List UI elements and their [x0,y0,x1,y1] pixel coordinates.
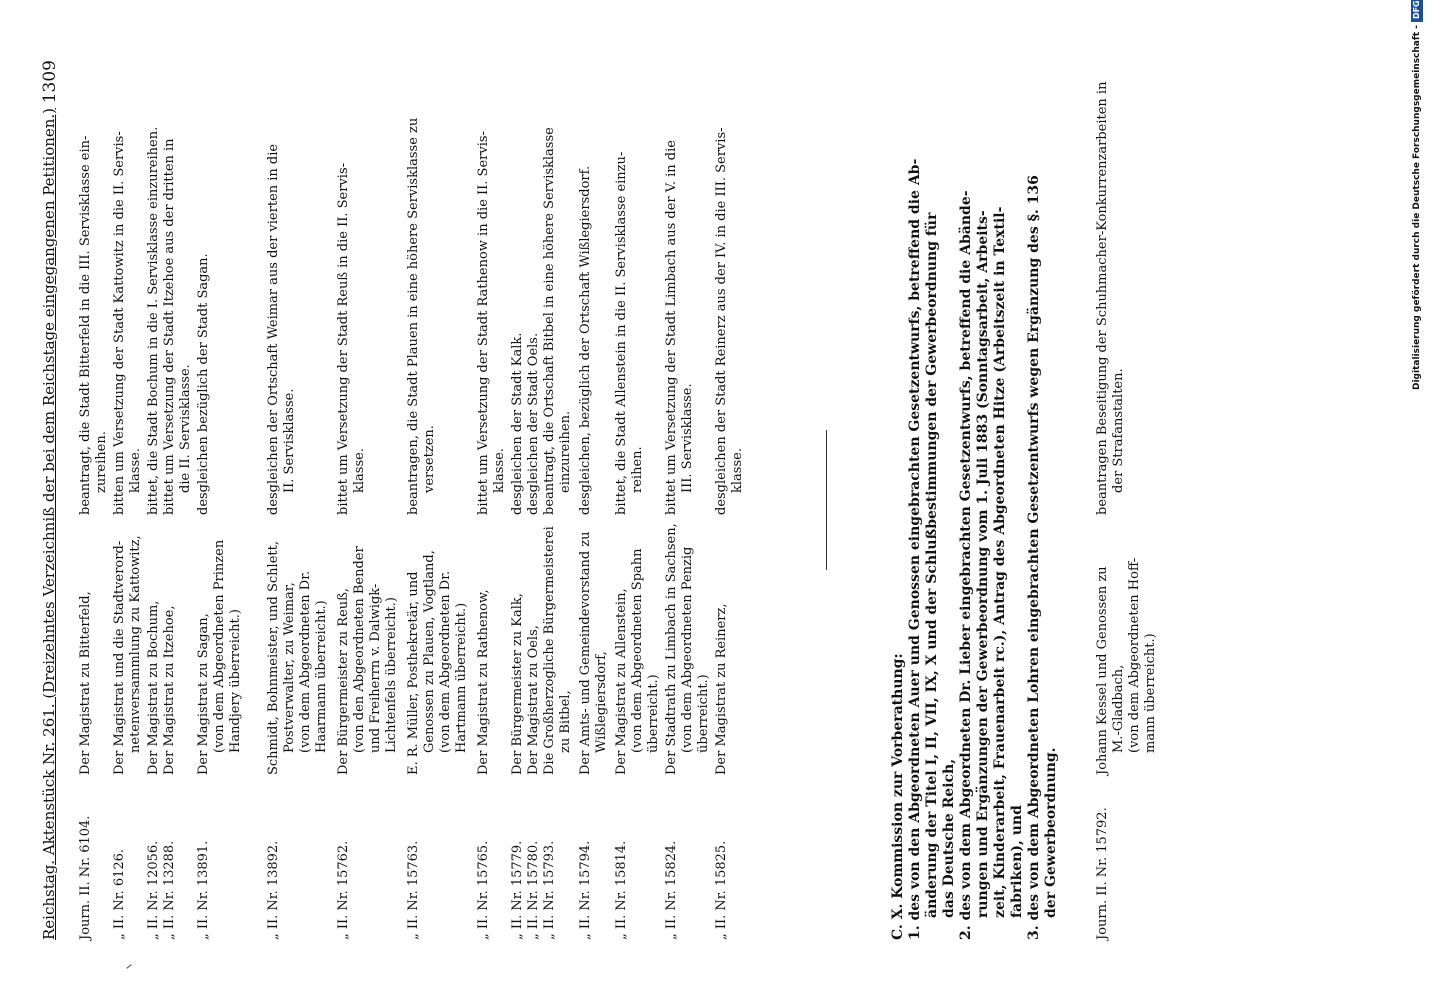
text-line: der Strafanstalten. [1111,368,1126,493]
journal-ref: „ II. Nr. 15814. [614,840,629,940]
text-line: reihen. [630,446,645,493]
text-line: das Deutsche Reich, [941,758,957,918]
text-line: rungen und Ergänzungen der Gewerbeordnung vom 1. Juli 1883 (Sonntagsarbeit, Arbeits- [975,210,991,918]
journal-ref: „ II. Nr. 13892. [266,840,281,940]
text-line: desgleichen bezüglich der Stadt Sagan. [196,253,211,515]
text-line: desgleichen, bezüglich der Ortschaft Wißlegiersdorf. [578,165,593,515]
request [614,55,646,515]
request [78,55,110,515]
petitioner [196,515,244,775]
text-line: 3. des von dem Abgeordneten Lohren eingebrachten Gesetzentwurfs wegen Ergänzung des §. 136 [1026,175,1042,940]
petitioner [714,515,730,775]
text-line: klasse. [730,448,745,493]
text-line: klasse. [492,448,507,493]
text-line: überreicht.) [646,674,661,753]
petitioner [510,515,526,775]
text-line: bittet um Versetzung der Stadt Reuß in die II. Servis- [336,162,351,515]
text-line: (von dem Abgeordneten Dr. [298,570,313,753]
header-title: Reichstag. Aktenstück Nr. 261. (Dreizehntes Verzeichniß der bei dem Reichstage eingegangenen Petitionen.) [40,107,58,940]
request [664,55,696,515]
page-number: 1309 [40,60,60,104]
text-line: die II. Servisklasse. [178,364,193,493]
text-line: Hartmann überreicht.) [454,602,469,753]
text-line: Genossen zu Plauen, Vogtland, [422,550,437,753]
petitioner [614,515,662,775]
text-line: klasse. [128,448,143,493]
journal-ref: „ II. Nr. 15765. [476,840,491,940]
text-line: desgleichen der Stadt Oels. [526,332,541,515]
petitioner [578,515,610,775]
journal-ref: „ II. Nr. 15763. [406,840,421,940]
journal-ref: „ II. Nr. 12056. [146,840,161,940]
text-line: Der Magistrat zu Sagan, [196,613,211,775]
text-line: Lichtenfels überreicht.) [384,597,399,753]
section-c-item [958,60,1026,940]
journal-ref: „ II. Nr. 15780. [526,840,541,940]
text-line: beantragen, die Stadt Plauen in eine höhere Servisklasse zu [406,117,421,515]
journal-ref: „ II. Nr. 13288. [162,840,177,940]
text-line: Der Magistrat zu Rathenow, [476,589,491,775]
text-line: (von dem Abgeordneten Penzig [680,546,695,753]
section-c [890,60,1060,940]
text-line: Der Magistrat zu Bochum, [146,600,161,775]
journal-ref: „ II. Nr. 15825. [714,840,729,940]
petitioner [526,515,542,775]
text-line: zureihen. [94,431,109,493]
text-line: Schmidt, Bohnmeister, und Schlett, [266,541,281,775]
text-line: desgleichen der Stadt Reinerz aus der IV. in die III. Servis- [714,127,729,515]
text-line: 2. des von dem Abgeordneten Dr. Lieber eingebrachten Gesetzentwurfs, betreffend die Abände- [958,190,974,940]
text-line: Der Amts- und Gemeindevorstand zu [578,531,593,775]
text-line: (von den Abgeordneten Bender [352,546,367,753]
request [266,55,298,515]
text-line: zu Bitbel, [558,690,573,753]
text-line: beantragt, die Ortschaft Bitbel in eine höhere Servisklasse [542,127,557,515]
text-line: II. Servisklasse. [282,388,297,493]
text-line: Der Bürgermeister zu Reuß, [336,588,351,775]
text-line: bittet um Versetzung der Stadt Rathenow in die II. Servis- [476,131,491,515]
text-line: Der Magistrat und die Stadtverord- [112,540,127,775]
petitioner [78,515,94,775]
request [196,55,212,515]
text-line: Haarmann überreicht.) [314,600,329,753]
petitioner [664,515,712,775]
text-line: (von dem Abgeordneten Prinzen [212,539,227,753]
journal-ref: „ II. Nr. 13891. [196,840,211,940]
request [476,55,508,515]
petitioner [406,515,470,775]
text-line: Postverwalter, zu Weimar, [282,582,297,753]
text-line: mann überreicht.) [1143,633,1158,753]
text-line: bittet, die Stadt Bochum in die I. Servisklasse einzureihen. [146,126,161,515]
text-line: Der Bürgermeister zu Kalk, [510,593,525,775]
text-line: bittet, die Stadt Allenstein in die II. Servisklasse einzu- [614,151,629,515]
section-c-title: C. X. Kommission zur Vorberathung: [890,653,906,940]
journal-ref: „ II. Nr. 15824. [664,840,679,940]
text-line: Der Magistrat zu Reinerz, [714,603,729,775]
text-line: (von dem Abgeordneten Hoff- [1127,557,1142,753]
petitioner [266,515,330,775]
text-line: (von dem Abgeordneten Spahn [630,548,645,753]
text-line: beantragen Beseitigung der Schuhmacher-Konkurrenzarbeiten in [1095,81,1110,515]
journal-ref: „ II. Nr. 15793. [542,840,557,940]
text-line: desgleichen der Stadt Kalk. [510,332,525,515]
text-line: Der Magistrat zu Itzehoe, [162,605,177,775]
text-line: Handjery überreicht.) [228,609,243,753]
petitioner [476,515,492,775]
petitioner [146,515,162,775]
text-line: zeit, Kinderarbeit, Frauenarbeit rc.), Antrag des Abgeordneten Hitze (Arbeitszeit in Textil- [992,206,1008,918]
text-line: Die Großherzogliche Bürgermeisterei [542,526,557,775]
request [112,55,144,515]
request [542,55,574,515]
sidebar-credit [1408,0,1426,390]
request [162,55,194,515]
request [526,55,542,515]
text-line: der Gewerbeordnung. [1043,747,1059,918]
text-line: Der Magistrat zu Oels, [526,625,541,775]
text-line: III. Servisklasse. [680,383,695,493]
text-line: Der Magistrat zu Allenstein, [614,588,629,775]
journal-ref: „ II. Nr. 6126. [112,848,127,940]
request [406,55,438,515]
running-header [40,60,66,940]
request [1095,55,1127,515]
petitioner [112,515,144,775]
text-line: Der Stadtrath zu Limbach in Sachsen, [664,523,679,775]
text-line: bitten um Versetzung der Stadt Kattowitz in die II. Servis- [112,131,127,515]
journal-ref: „ II. Nr. 15794. [578,840,593,940]
text-line: M.-Gladbach, [1111,664,1126,753]
text-line: änderung der Titel I, II, VII, IX, X und der Schlußbestimmungen der Gewerbeordnung für [924,212,940,918]
journal-ref: „ II. Nr. 15779. [510,840,525,940]
journal-ref: „ II. Nr. 15762. [336,840,351,940]
request [714,55,746,515]
section-c-items [907,60,1060,940]
request [146,55,162,515]
text-line: Wißlegiersdorf, [594,651,609,753]
text-line: E. R. Müller, Posthekretär, und [406,571,421,775]
petitioner [336,515,400,775]
petitioner [1095,515,1159,775]
text-line: beantragt, die Stadt Bitterfeld in die III. Servisklasse ein- [78,135,93,515]
text-line: Der Magistrat zu Bitterfeld, [78,591,93,775]
dfg-logo: DFG [1411,0,1423,22]
text-line: einzureihen. [558,410,573,493]
text-line: klasse. [352,448,367,493]
text-line: desgleichen der Ortschaft Weimar aus der vierten in die [266,143,281,515]
journal-ref: Journ. II. Nr. 6104. [78,815,93,940]
section-c-item [907,60,958,940]
text-line: 1. des von den Abgeordneten Auer und Genossen eingebrachten Gesetzentwurfs, betreffend die Ab- [907,158,923,940]
request [510,55,526,515]
petitioner [542,515,574,775]
section-divider [826,430,827,570]
request [336,55,368,515]
text-line: bittet um Versetzung der Stadt Itzehoe aus der dritten in [162,138,177,515]
text-line: überreicht.) [696,674,711,753]
text-line: netenversammlung zu Kattowitz, [128,535,143,753]
text-line: Johann Kessel und Genossen zu [1095,566,1110,775]
request [578,55,594,515]
sidebar-text: Digitalisierung gefördert durch die Deutsche Forschungsgemeinschaft - [1412,25,1422,390]
text-line: fabriken), und [1009,805,1025,918]
petitioner [162,515,178,775]
text-line: versetzen. [422,425,437,493]
journal-ref: Journ. II. Nr. 15792. [1095,807,1110,940]
section-c-item [1026,60,1060,940]
text-line: und Freiherrn v. Dalwigk- [368,583,383,753]
text-line: (von dem Abgeordneten Dr. [438,570,453,753]
text-line: bittet um Versetzung der Stadt Limbach aus der V. in die [664,140,679,515]
